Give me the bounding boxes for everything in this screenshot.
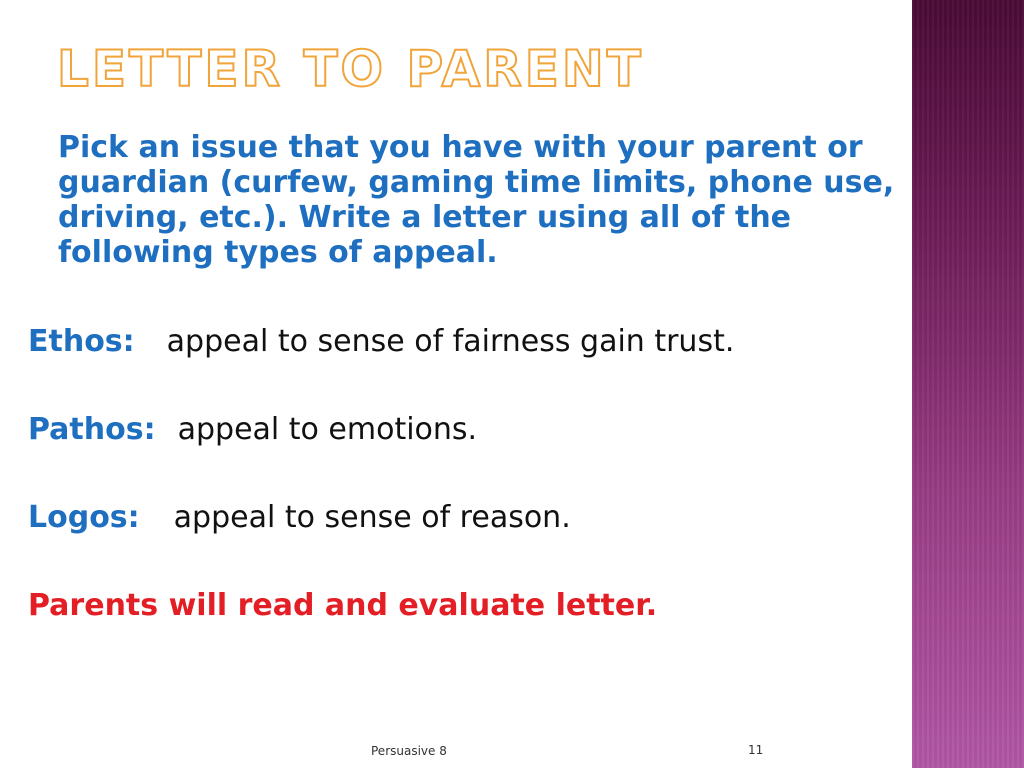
slide-title: LETTER TO PARENT — [57, 40, 644, 98]
appeal-term-ethos: Ethos: — [28, 324, 135, 359]
appeal-ethos — [28, 324, 734, 360]
appeal-description-pathos: appeal to emotions. — [177, 412, 478, 447]
appeal-term-pathos: Pathos: — [28, 412, 156, 447]
appeal-description-ethos: appeal to sense of fairness gain trust. — [166, 324, 735, 359]
appeal-pathos — [28, 412, 477, 448]
footer-text: Persuasive 8 — [371, 744, 447, 758]
appeal-description-logos: appeal to sense of reason. — [173, 500, 571, 535]
evaluation-note: Parents will read and evaluate letter. — [28, 588, 658, 623]
appeal-term-logos: Logos: — [28, 500, 140, 535]
page-number: 11 — [748, 743, 764, 757]
appeal-logos — [28, 500, 571, 536]
intro-paragraph: Pick an issue that you have with your parent or guardian (curfew, gaming time limits, phone use, driving, etc.). Write a letter using all of the following types of appeal. — [58, 130, 895, 270]
decorative-sidebar — [912, 0, 1024, 768]
